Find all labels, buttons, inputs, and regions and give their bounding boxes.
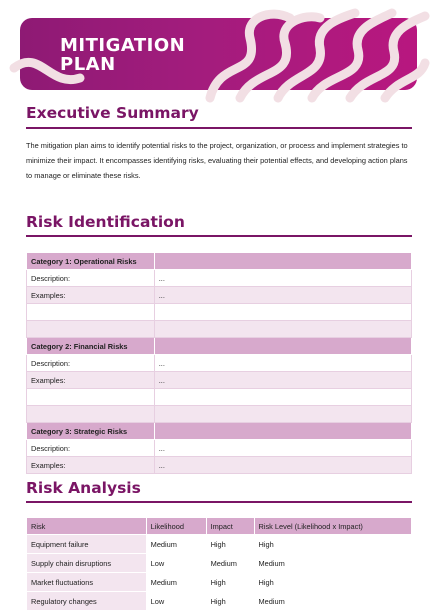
table-cell: High	[206, 573, 254, 592]
examples-value: ...	[154, 287, 411, 304]
examples-label: Examples:	[27, 372, 155, 389]
table-row	[27, 535, 412, 554]
executive-summary-text: The mitigation plan aims to identify potential risks to the project, organization, or process and implement strategies to minimize their impact. It encompasses identifying risks, evaluating their potential effects, and developing action plans to manage or eliminate these risks.	[26, 141, 408, 180]
table-row	[27, 573, 412, 592]
risk-analysis-heading: Risk Analysis	[26, 479, 141, 497]
spacer-cell	[27, 321, 155, 338]
category-title: Category 1: Operational Risks	[27, 253, 155, 270]
description-label: Description:	[27, 270, 155, 287]
document-title: MITIGATION PLAN	[60, 35, 186, 75]
examples-label: Examples:	[27, 457, 155, 474]
spacer-cell	[154, 321, 411, 338]
executive-summary-heading: Executive Summary	[26, 104, 199, 122]
examples-value: ...	[154, 457, 411, 474]
risk-name-cell: Regulatory changes	[27, 592, 147, 611]
description-value: ...	[154, 440, 411, 457]
description-value: ...	[154, 355, 411, 372]
spacer-cell	[27, 304, 155, 321]
risk-name-cell: Supply chain disruptions	[27, 554, 147, 573]
category-header-cell	[154, 338, 411, 355]
spacer-cell	[154, 304, 411, 321]
category-title: Category 3: Strategic Risks	[27, 423, 155, 440]
table-cell: High	[206, 592, 254, 611]
column-header: Impact	[206, 518, 254, 535]
table-row	[27, 592, 412, 611]
table-cell: Low	[146, 592, 206, 611]
column-header: Risk	[27, 518, 147, 535]
section-divider	[26, 235, 412, 237]
section-divider	[26, 127, 412, 129]
column-header: Risk Level (Likelihood x Impact)	[254, 518, 412, 535]
category-header-cell	[154, 423, 411, 440]
spacer-cell	[154, 406, 411, 423]
description-value: ...	[154, 270, 411, 287]
risk-name-cell: Market fluctuations	[27, 573, 147, 592]
section-divider	[26, 501, 412, 503]
table-cell: Medium	[206, 554, 254, 573]
risk-name-cell: Equipment failure	[27, 535, 147, 554]
risk-analysis-table	[26, 517, 412, 611]
risk-identification-heading: Risk Identification	[26, 213, 185, 231]
description-label: Description:	[27, 355, 155, 372]
table-cell: High	[254, 535, 412, 554]
risk-identification-table	[26, 252, 412, 474]
column-header: Likelihood	[146, 518, 206, 535]
category-header-cell	[154, 253, 411, 270]
table-cell: Medium	[254, 592, 412, 611]
table-cell: Low	[146, 554, 206, 573]
spacer-cell	[27, 406, 155, 423]
table-cell: High	[254, 573, 412, 592]
description-label: Description:	[27, 440, 155, 457]
table-cell: Medium	[146, 535, 206, 554]
spacer-cell	[27, 389, 155, 406]
category-title: Category 2: Financial Risks	[27, 338, 155, 355]
examples-value: ...	[154, 372, 411, 389]
examples-label: Examples:	[27, 287, 155, 304]
table-cell: High	[206, 535, 254, 554]
spacer-cell	[154, 389, 411, 406]
table-cell: Medium	[146, 573, 206, 592]
title-banner	[20, 18, 417, 90]
table-cell: Medium	[254, 554, 412, 573]
table-row	[27, 554, 412, 573]
